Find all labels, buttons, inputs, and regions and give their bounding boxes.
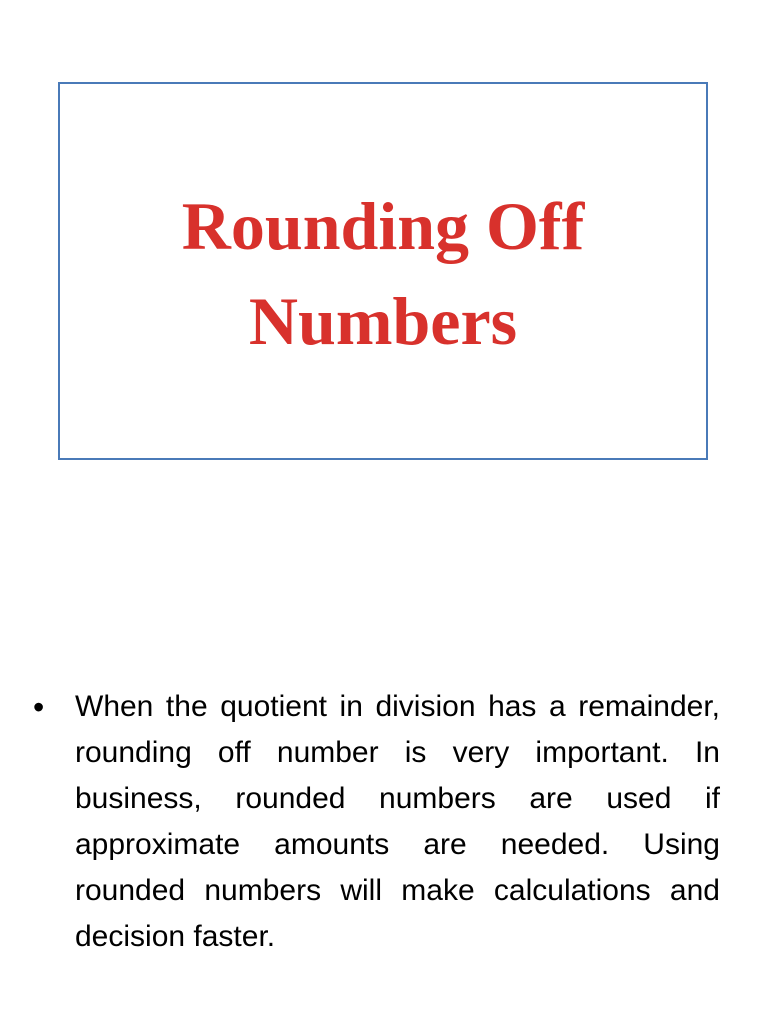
title-box <box>58 82 708 460</box>
slide-title <box>182 173 584 369</box>
bullet-text: When the quotient in division has a remainder, rounding off number is very important. In business, rounded numbers are used if approximate amounts are needed. Using rounded numbers will make calculations and decision faster. <box>75 690 720 953</box>
title-line-2: Numbers <box>248 283 518 359</box>
bullet-marker: • <box>33 689 45 725</box>
bullet-block <box>33 684 720 960</box>
title-line-1: Rounding Off <box>181 188 585 264</box>
